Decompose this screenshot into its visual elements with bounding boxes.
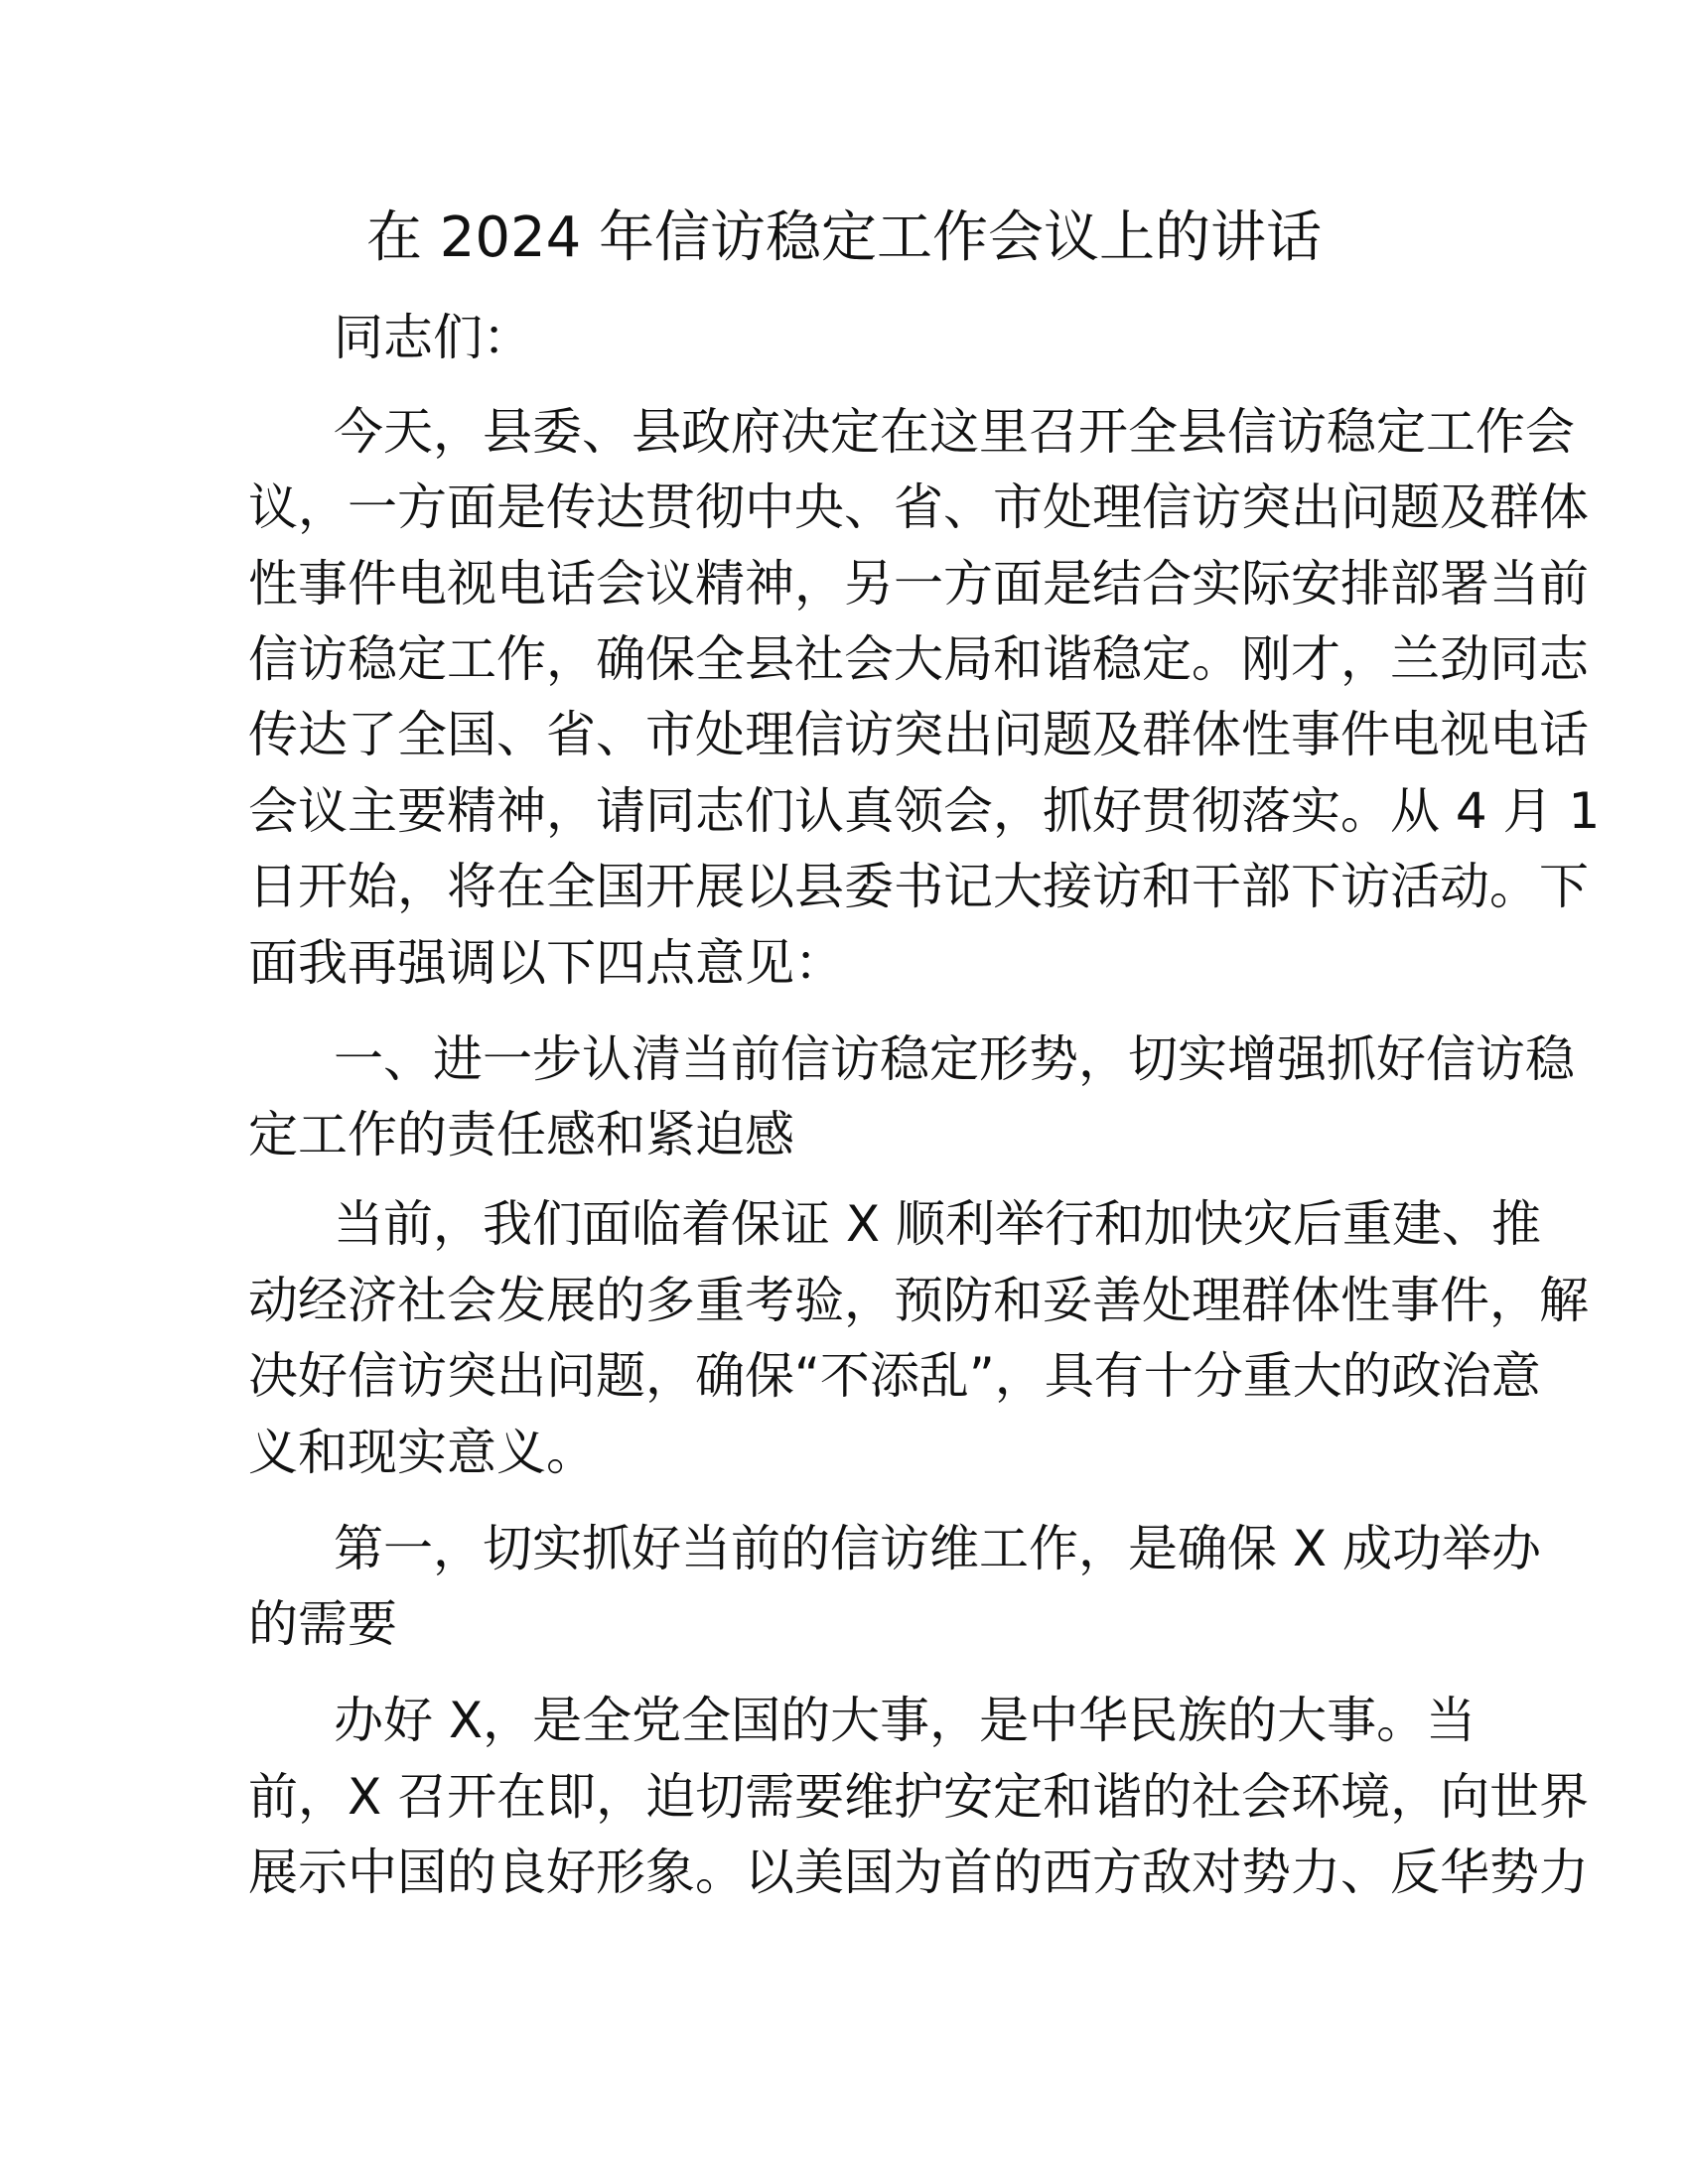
text-line: 今天，县委、县政府决定在这里召开全县信访稳定工作会 (334, 403, 1575, 461)
document-title: 在 2024 年信访稳定工作会议上的讲话 (365, 205, 1323, 270)
subheading-line: 第一，切实抓好当前的信访维工作，是确保 X 成功举办 (334, 1520, 1542, 1577)
text-line: 信访稳定工作，确保全县社会大局和谐稳定。刚才，兰劲同志 (248, 630, 1589, 688)
text-line: 面我再强调以下四点意见： (248, 934, 844, 992)
text-line: 日开始，将在全国开展以县委书记大接访和干部下访活动。下 (248, 858, 1589, 915)
text-line: 传达了全国、省、市处理信访突出问题及群体性事件电视电话 (248, 706, 1589, 763)
text-line: 前，X 召开在即，迫切需要维护安定和谐的社会环境，向世界 (248, 1768, 1590, 1826)
text-line: 议，一方面是传达贯彻中央、省、市处理信访突出问题及群体 (248, 478, 1589, 536)
subheading-line: 的需要 (248, 1595, 397, 1653)
text-line: 会议主要精神，请同志们认真领会，抓好贯彻落实。从 4 月 1 (248, 782, 1601, 840)
section-heading-line: 一、进一步认清当前信访稳定形势，切实增强抓好信访稳 (334, 1030, 1575, 1088)
text-line: 展示中国的良好形象。以美国为首的西方敌对势力、反华势力 (248, 1843, 1589, 1901)
text-line: 义和现实意义。 (248, 1424, 596, 1481)
text-line: 当前，我们面临着保证 X 顺利举行和加快灾后重建、推 (334, 1195, 1542, 1253)
text-line: 办好 X，是全党全国的大事，是中华民族的大事。当 (334, 1692, 1477, 1749)
text-line: 动经济社会发展的多重考验，预防和妥善处理群体性事件，解 (248, 1272, 1589, 1329)
text-line: 决好信访突出问题，确保“不添乱”，具有十分重大的政治意 (248, 1347, 1541, 1405)
section-heading-line: 定工作的责任感和紧迫感 (248, 1106, 794, 1163)
greeting: 同志们： (334, 309, 532, 366)
text-line: 性事件电视电话会议精神，另一方面是结合实际安排部署当前 (248, 555, 1589, 613)
